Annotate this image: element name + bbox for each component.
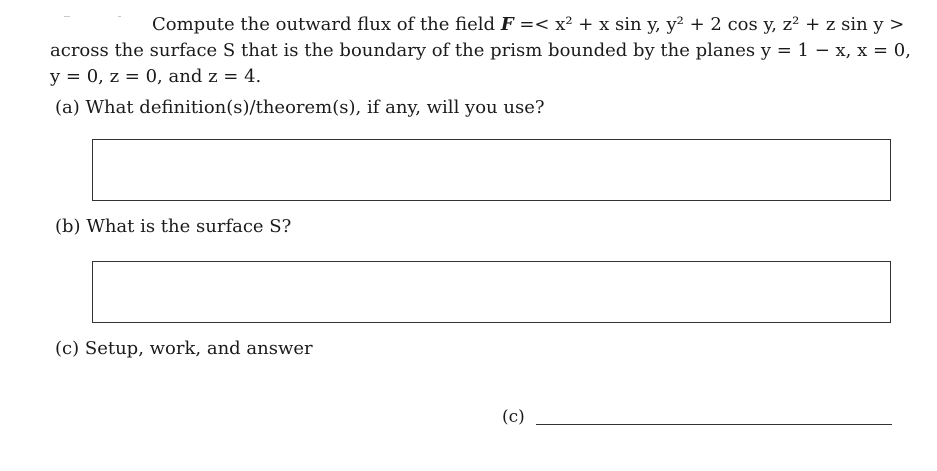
problem-line-1-prefix: Compute the outward flux of the field (152, 14, 501, 35)
question-b (55, 215, 291, 239)
answer-c-line[interactable] (536, 424, 892, 425)
question-b-label: (b) (55, 216, 81, 237)
question-c (55, 337, 313, 361)
question-b-text: What is the surface S? (86, 216, 292, 237)
field-definition: =< x² + x sin y, y² + 2 cos y, z² + z sin y > (513, 14, 905, 35)
problem-line-1 (50, 12, 905, 38)
question-c-label: (c) (55, 338, 80, 359)
answer-c-label: (c) (502, 407, 525, 427)
problem-line-3: y = 0, z = 0, and z = 4. (50, 66, 262, 87)
question-a (55, 96, 545, 120)
question-c-text: Setup, work, and answer (84, 338, 313, 359)
question-a-text: What definition(s)/theorem(s), if any, will you use? (85, 97, 545, 118)
problem-statement (50, 12, 911, 90)
problem-line-2: across the surface S that is the boundary of the prism bounded by the planes y = 1 − x, x = 0, (50, 40, 911, 61)
field-symbol: F (500, 14, 514, 35)
answer-box-a[interactable] (92, 139, 891, 201)
answer-box-b[interactable] (92, 261, 891, 323)
question-a-label: (a) (55, 97, 80, 118)
